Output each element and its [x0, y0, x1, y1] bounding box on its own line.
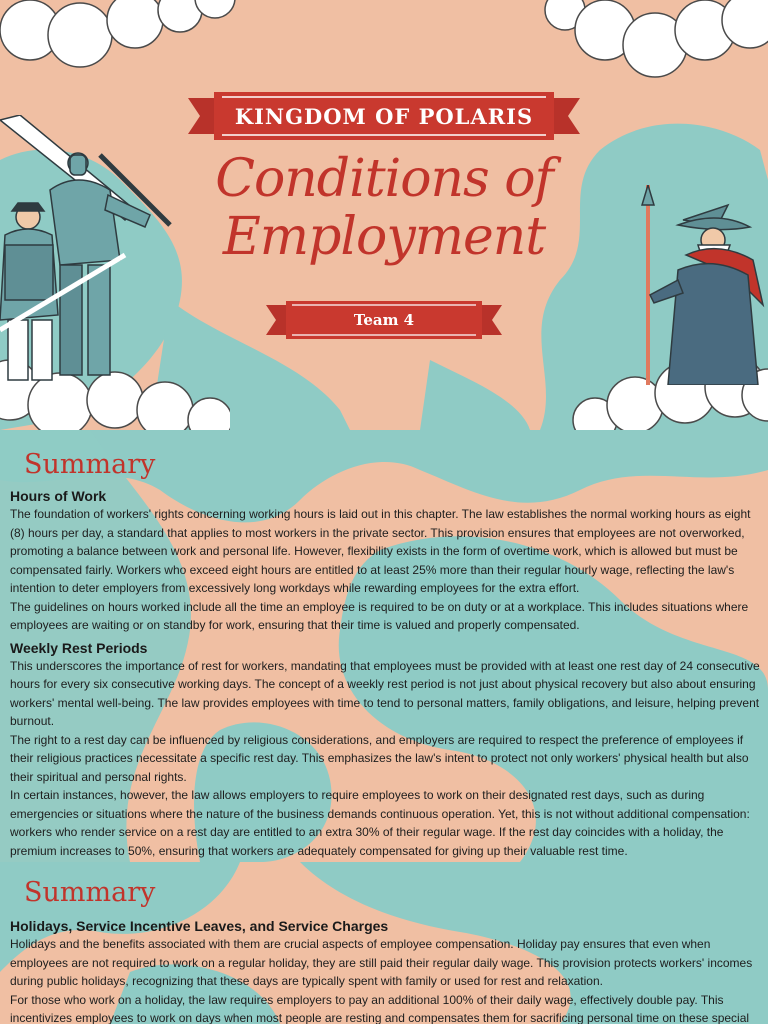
summary-heading: Summary: [24, 877, 156, 908]
team-banner: [266, 301, 502, 339]
section-heading-holidays: Holidays, Service Incentive Leaves, and Service Charges: [10, 918, 389, 934]
paragraph: Holidays and the benefits associated with them are crucial aspects of employee compensation. Holiday pay ensures that even when employees are not required to work on a regular holiday, they are still paid their regular daily wage. This provision protects workers' incomes during public holidays, recognizing that these days are typically spent with family or used for rest and relaxation.: [10, 937, 753, 988]
kingdom-name: KINGDOM OF POLARIS: [234, 103, 534, 129]
page-title: [0, 150, 768, 266]
section-heading-hours-of-work: Hours of Work: [10, 488, 107, 504]
paragraph: The foundation of workers' rights concerning working hours is laid out in this chapter. The law establishes the normal working hours as eight (8) hours per day, a standard that applies to most workers in the private sector. This provision ensures that employees are not overworked, promoting a balance between work and personal life. However, flexibility exists in the form of overtime work, which is allowed but must be compensated fairly. Workers who exceed eight hours are entitled to at least 25% more than their regular hourly wage, reflecting the law's intention to deter employers from excessively long workdays while rewarding employees for the extra effort.: [10, 507, 751, 595]
paragraph: For those who work on a holiday, the law requires employers to pay an additional 100% of their daily wage, effectively double pay. This incentivizes employees to work on days when most people are resting and compensates them for sacrificing personal time on these special: [10, 992, 750, 1024]
title-line-2: Employment: [222, 207, 546, 267]
summary-content: [10, 448, 760, 860]
summary-heading: Summary: [24, 449, 156, 480]
summary-page-1: [0, 430, 768, 862]
title-line-1: Conditions of: [215, 149, 553, 209]
section-heading-weekly-rest-periods: Weekly Rest Periods: [10, 639, 148, 656]
paragraph: In certain instances, however, the law allows employers to require employees to work on their designated rest days, such as during emergencies or situations where the nature of the business demands continuous operation. Yet, this is not without additional compensation: workers who render service on a rest day are entitled to an extra 30% of their regular wage. If the rest day coincides with a holiday, the premium increases to 50%, ensuring that workers are adequately compensated for giving up their valuable rest time.: [10, 788, 750, 858]
cloud-top-right-icon: [540, 0, 768, 85]
summary-content: [10, 876, 760, 1024]
cloud-top-left-icon: [0, 0, 240, 80]
cover-page: [0, 0, 768, 430]
paragraph: The guidelines on hours worked include all the time an employee is required to be on duty or at a workplace. This includes situations where employees are waiting or on standby for work, ensuring that their time is valued and properly compensated.: [10, 599, 749, 632]
team-name: Team 4: [353, 311, 415, 329]
summary-page-2: [0, 862, 768, 1024]
paragraph: The right to a rest day can be influenced by religious considerations, and employers are required to respect the preference of employees if their religious practices necessitate a specific rest day. This emphasizes the law's intent to protect not only workers' physical health but also their spiritual and personal rights.: [10, 732, 749, 784]
kingdom-banner: [188, 92, 580, 140]
paragraph: This underscores the importance of rest for workers, mandating that employees must be provided with at least one rest day of 24 consecutive hours for every six consecutive working days. The concept of a weekly rest period is not just about physical recovery but also about ensuring workers' mental well-being. The law provides employees with time to tend to personal matters, family obligations, and leisure, helping prevent burnout.: [10, 658, 760, 728]
